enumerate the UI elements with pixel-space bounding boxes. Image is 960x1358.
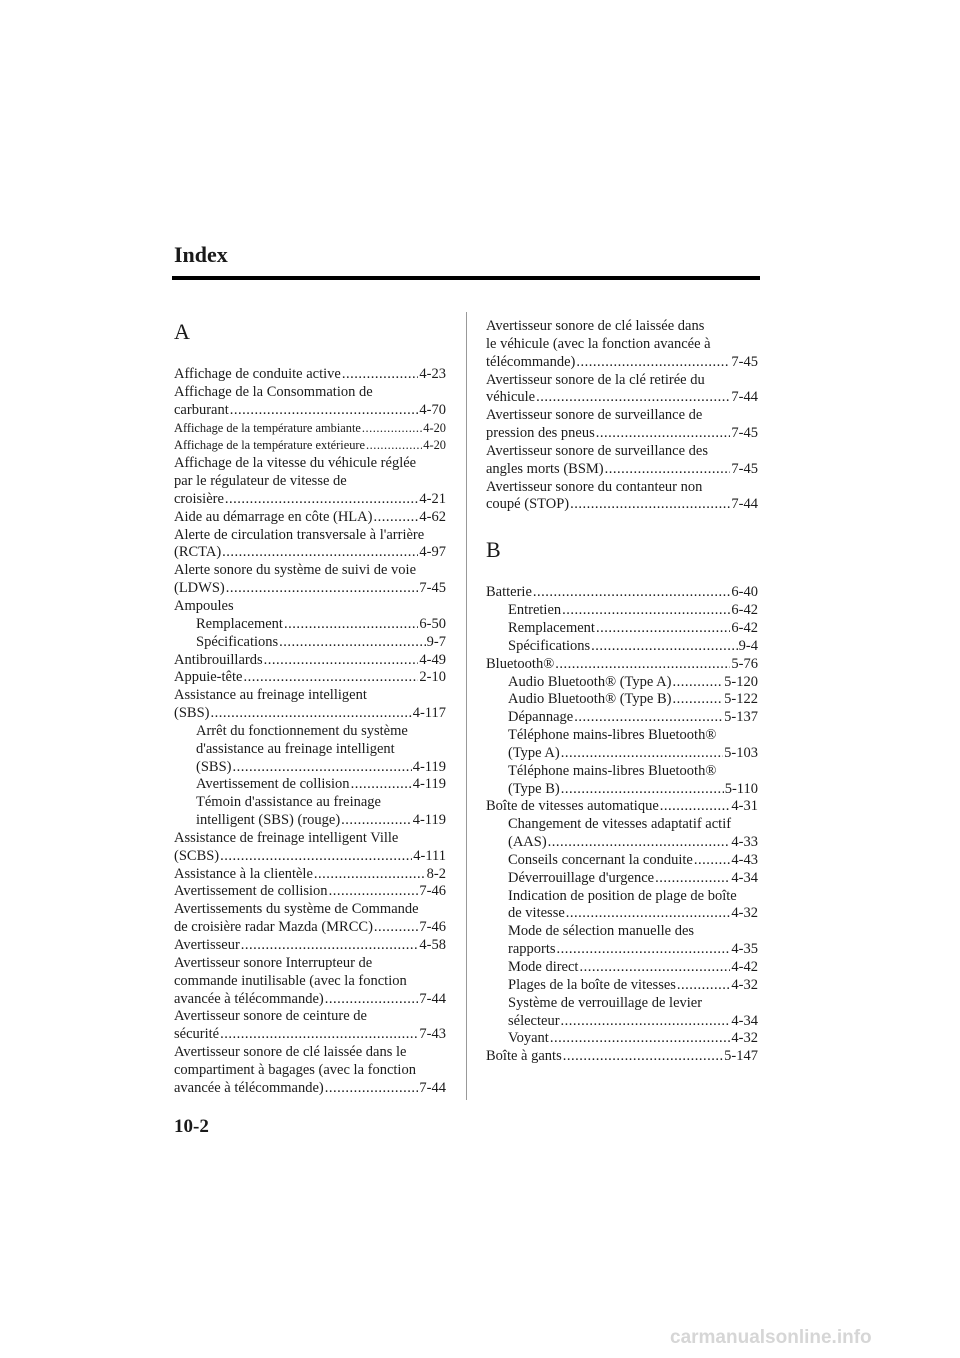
dot-leader	[549, 1030, 731, 1048]
index-subentry	[174, 634, 446, 652]
dot-leader	[221, 544, 418, 562]
index-term: de croisière radar Mazda (MRCC)	[174, 919, 373, 936]
section-letter-b: B	[486, 537, 501, 563]
page-reference: 7-44	[419, 1079, 446, 1096]
index-entry	[174, 883, 446, 901]
index-entry-line	[508, 638, 758, 656]
dot-leader	[328, 883, 419, 901]
page-reference: 4-117	[412, 705, 446, 722]
dot-leader	[535, 389, 730, 407]
dot-leader	[278, 634, 426, 652]
index-term: Plages de la boîte de vitesses	[508, 976, 676, 993]
index-term: Audio Bluetooth® (Type B)	[508, 691, 672, 708]
index-subentry	[174, 794, 446, 830]
index-term: Assistance au freinage intelligent	[174, 687, 367, 704]
page-reference: 4-58	[419, 937, 446, 953]
index-entry	[486, 656, 758, 674]
index-term: Avertisseur sonore de clé laissée dans le	[174, 1044, 407, 1061]
page-reference: 4-42	[731, 959, 758, 975]
index-entry-line	[508, 905, 758, 923]
index-entry	[174, 1008, 446, 1044]
page-reference: 4-35	[731, 941, 758, 958]
index-subentry	[486, 870, 758, 888]
index-subentry	[486, 763, 758, 799]
index-term: compartiment à bagages (avec la fonction	[174, 1061, 416, 1078]
page-number: 10-2	[174, 1116, 209, 1137]
index-term: Affichage de la vitesse du véhicule réglée	[174, 455, 417, 472]
index-term: télécommande)	[486, 353, 576, 370]
dot-leader	[340, 812, 412, 830]
index-entry	[174, 937, 446, 955]
index-subentry	[486, 691, 758, 709]
index-term: Affichage de la température ambiante	[174, 420, 361, 435]
index-term: Déverrouillage d'urgence	[508, 869, 655, 886]
index-term: Alerte sonore du système de suivi de voie	[174, 562, 417, 579]
dot-leader	[671, 691, 723, 709]
index-subentry	[174, 616, 446, 634]
page-reference: 7-45	[731, 425, 758, 442]
page-reference: 6-42	[731, 602, 758, 619]
index-term: Avertisseur sonore de la clé retirée du	[486, 371, 705, 388]
dot-leader	[350, 776, 412, 794]
index-subentry	[486, 709, 758, 727]
dot-leader	[373, 919, 419, 937]
index-term: Mode de sélection manuelle des	[508, 923, 695, 940]
index-term: Remplacement	[196, 615, 283, 632]
index-entry-line	[174, 669, 446, 687]
index-list-a-continued	[486, 318, 758, 514]
index-term: Arrêt du fonctionnement du système	[196, 722, 408, 739]
index-term: sélecteur	[508, 1012, 560, 1029]
page-reference: 4-62	[419, 508, 446, 525]
index-entry-line	[196, 759, 446, 777]
index-term: Entretien	[508, 602, 562, 619]
index-entry-line	[174, 366, 446, 384]
index-entry	[174, 366, 446, 384]
index-term: Batterie	[486, 584, 532, 601]
index-term: (RCTA)	[174, 544, 222, 561]
index-term: carburant	[174, 401, 229, 418]
index-term: Alerte de circulation transversale à l'arrière	[174, 526, 425, 543]
page-reference: 4-34	[731, 869, 758, 886]
page-reference: 4-70	[419, 401, 446, 418]
index-term: angles morts (BSM)	[486, 460, 604, 477]
dot-leader	[560, 745, 723, 763]
index-entry-line	[508, 602, 758, 620]
page-reference: 5-147	[724, 1048, 758, 1065]
dot-leader	[229, 402, 419, 420]
dot-leader	[560, 781, 724, 799]
page-reference: 5-110	[724, 780, 758, 797]
index-term: de vitesse	[508, 905, 565, 922]
dot-leader	[654, 870, 730, 888]
page-reference: 5-137	[724, 709, 758, 726]
watermark: carmanualsonline.info	[670, 1327, 872, 1348]
dot-leader	[341, 366, 419, 384]
index-subentry	[486, 888, 758, 924]
page-reference: 7-44	[419, 990, 446, 1007]
index-entry-line	[174, 866, 446, 884]
index-term: Affichage de conduite active	[174, 366, 341, 382]
page-reference: 7-44	[731, 389, 758, 406]
dot-leader	[324, 991, 419, 1009]
page-reference: 8-2	[426, 865, 446, 882]
index-term: le véhicule (avec la fonction avancée à	[486, 335, 711, 352]
page-reference: 4-119	[412, 758, 446, 775]
header-rule	[172, 276, 760, 280]
index-entry-line	[174, 544, 446, 562]
index-term: Avertissements du système de Commande	[174, 901, 419, 918]
index-subentry	[486, 959, 758, 977]
dot-leader	[595, 620, 730, 638]
dot-leader	[324, 1080, 419, 1098]
index-entry-line	[174, 420, 446, 438]
index-entry-line	[174, 437, 446, 455]
index-entry-line	[508, 941, 758, 959]
dot-leader	[560, 1013, 731, 1031]
index-entry-line	[196, 634, 446, 652]
index-term: Changement de vitesses adaptatif actif	[508, 816, 732, 833]
index-entry-line	[174, 1080, 446, 1098]
index-term: avancée à télécommande)	[174, 990, 324, 1007]
index-term: Témoin d'assistance au freinage	[196, 794, 381, 811]
index-subentry	[486, 923, 758, 959]
page-reference: 5-120	[724, 673, 758, 690]
page-reference: 4-97	[419, 544, 446, 561]
page-reference: 4-21	[419, 490, 446, 507]
index-term: Antibrouillards	[174, 651, 263, 668]
index-entry-line	[486, 1048, 758, 1066]
index-subentry	[486, 602, 758, 620]
page-reference: 4-119	[412, 776, 446, 793]
index-column-left	[174, 312, 446, 1098]
page-reference: 4-33	[731, 834, 758, 851]
index-entry	[486, 318, 758, 372]
index-subentry	[174, 723, 446, 777]
page-reference: 6-42	[731, 619, 758, 636]
page-reference: 4-31	[731, 798, 758, 815]
index-subentry	[486, 977, 758, 995]
index-term: Spécifications	[196, 633, 279, 650]
index-entry-line	[174, 937, 446, 955]
index-entry	[174, 437, 446, 455]
dot-leader	[313, 866, 426, 884]
page-reference: 7-46	[419, 883, 446, 900]
index-term: (SBS)	[174, 705, 210, 722]
index-term: Téléphone mains-libres Bluetooth®	[508, 727, 717, 744]
index-entry-line	[508, 745, 758, 763]
page-reference: 4-20	[423, 420, 446, 435]
index-subentry	[174, 776, 446, 794]
index-entry-line	[486, 496, 758, 514]
page-reference: 7-43	[419, 1026, 446, 1043]
page-reference: 5-76	[731, 655, 758, 672]
index-term: Avertisseur sonore Interrupteur de	[174, 954, 373, 971]
index-term: Bluetooth®	[486, 655, 555, 672]
index-entry-line	[174, 919, 446, 937]
index-entry	[486, 407, 758, 443]
dot-leader	[219, 1026, 418, 1044]
page-reference: 7-46	[419, 919, 446, 936]
page-reference: 7-45	[731, 460, 758, 477]
index-term: Avertisseur sonore de clé laissée dans	[486, 318, 705, 334]
index-term: avancée à télécommande)	[174, 1079, 324, 1096]
index-term: véhicule	[486, 389, 536, 406]
index-entry-line	[174, 402, 446, 420]
index-entry-line	[486, 584, 758, 602]
index-entry	[174, 455, 446, 509]
index-entry	[174, 687, 446, 723]
index-entry-line	[486, 461, 758, 479]
index-term: Ampoules	[174, 597, 234, 614]
index-entry	[486, 372, 758, 408]
index-term: (SBS)	[196, 758, 232, 775]
page-reference: 9-4	[738, 637, 758, 654]
index-entry-line	[508, 959, 758, 977]
page-reference: 5-103	[724, 744, 758, 761]
index-entry	[486, 443, 758, 479]
index-subentry	[486, 638, 758, 656]
index-term: Avertisseur sonore de surveillance de	[486, 407, 703, 424]
dot-leader	[671, 674, 723, 692]
dot-leader	[225, 580, 419, 598]
index-subentry	[486, 852, 758, 870]
index-subentry	[486, 727, 758, 763]
index-term: Avertissement de collision	[196, 776, 350, 793]
page-reference: 4-43	[731, 851, 758, 868]
dot-leader	[372, 509, 418, 527]
page-reference: 4-49	[419, 651, 446, 668]
index-term: Spécifications	[508, 637, 591, 654]
dot-leader	[283, 616, 418, 634]
column-divider	[466, 312, 467, 1100]
index-list-b	[486, 584, 758, 1066]
index-entry	[174, 830, 446, 866]
index-term: pression des pneus	[486, 425, 595, 442]
dot-leader	[573, 709, 723, 727]
index-entry-line	[174, 652, 446, 670]
index-entry-line	[174, 848, 446, 866]
index-entry-line	[508, 674, 758, 692]
index-entry-line	[508, 1013, 758, 1031]
index-entry-line	[196, 812, 446, 830]
index-term: Audio Bluetooth® (Type A)	[508, 673, 672, 690]
dot-leader	[209, 705, 411, 723]
index-entry-line	[174, 1026, 446, 1044]
dot-leader	[590, 638, 738, 656]
index-term: Système de verrouillage de levier	[508, 994, 703, 1011]
index-entry-line	[508, 852, 758, 870]
index-entry-line	[508, 834, 758, 852]
dot-leader	[263, 652, 419, 670]
index-term: commande inutilisable (avec la fonction	[174, 972, 407, 989]
index-entry	[486, 798, 758, 816]
index-entry-line	[508, 870, 758, 888]
index-term: Avertissement de collision	[174, 883, 328, 900]
index-entry-line	[174, 491, 446, 509]
index-entry-line	[508, 691, 758, 709]
index-term: Avertisseur sonore de surveillance des	[486, 442, 708, 459]
index-term: Affichage de la température extérieure	[174, 438, 366, 453]
index-term: (SCBS)	[174, 847, 220, 864]
dot-leader	[554, 656, 730, 674]
dot-leader	[547, 834, 731, 852]
page-reference: 2-10	[419, 669, 446, 686]
index-subentry	[486, 1030, 758, 1048]
page-reference: 4-32	[731, 1030, 758, 1047]
index-term: (LDWS)	[174, 580, 225, 597]
dot-leader	[595, 425, 731, 443]
dot-leader	[219, 848, 412, 866]
index-term: Avertisseur	[174, 937, 240, 953]
index-term: Boîte de vitesses automatique	[486, 798, 659, 815]
index-entry-line	[196, 776, 446, 794]
index-entry	[174, 1044, 446, 1098]
page-reference: 4-20	[423, 438, 446, 453]
dot-leader	[578, 959, 730, 977]
index-term: Indication de position de plage de boîte	[508, 887, 737, 904]
page-reference: 5-122	[724, 691, 758, 708]
dot-leader	[532, 584, 731, 602]
index-subentry	[486, 674, 758, 692]
index-term: Affichage de la Consommation de	[174, 383, 373, 400]
index-entry	[174, 866, 446, 884]
index-entry-line	[508, 620, 758, 638]
index-term: rapports	[508, 941, 556, 958]
index-entry-line	[174, 580, 446, 598]
dot-leader	[361, 420, 422, 438]
index-term: (Type A)	[508, 744, 560, 761]
index-entry-line	[486, 354, 758, 372]
index-entry-line	[486, 798, 758, 816]
index-entry-line	[174, 705, 446, 723]
dot-leader	[561, 602, 730, 620]
index-entry	[174, 955, 446, 1009]
index-term: intelligent (SBS) (rouge)	[196, 812, 341, 829]
page-reference: 4-23	[419, 366, 446, 382]
index-term: Avertisseur sonore du contanteur non	[486, 478, 703, 495]
dot-leader	[569, 496, 730, 514]
index-term: Téléphone mains-libres Bluetooth®	[508, 762, 717, 779]
index-subentry	[486, 816, 758, 852]
page-reference: 4-32	[731, 905, 758, 922]
page-reference: 7-44	[731, 496, 758, 513]
index-term: Assistance à la clientèle	[174, 865, 313, 882]
index-entry	[486, 1048, 758, 1066]
index-entry	[174, 562, 446, 598]
index-entry	[174, 652, 446, 670]
page-reference: 4-32	[731, 976, 758, 993]
index-entry-line	[508, 977, 758, 995]
index-subentry	[486, 620, 758, 638]
index-term: Dépannage	[508, 709, 574, 726]
index-entry-line	[486, 389, 758, 407]
index-entry-line	[508, 1030, 758, 1048]
index-term: (AAS)	[508, 834, 547, 851]
dot-leader	[676, 977, 730, 995]
index-entry-line	[174, 509, 446, 527]
index-term: Avertisseur sonore de ceinture de	[174, 1008, 367, 1025]
index-term: d'assistance au freinage intelligent	[196, 740, 395, 757]
dot-leader	[604, 461, 731, 479]
index-entry-line	[508, 709, 758, 727]
index-entry-line	[486, 656, 758, 674]
dot-leader	[693, 852, 731, 870]
index-entry-line	[196, 616, 446, 634]
index-entry	[174, 669, 446, 687]
page-reference: 9-7	[426, 633, 446, 650]
index-term: Conseils concernant la conduite	[508, 851, 693, 868]
index-entry-line	[486, 425, 758, 443]
index-list-a	[174, 366, 446, 1098]
index-subentry	[486, 995, 758, 1031]
index-entry-line	[508, 781, 758, 799]
page-reference: 7-45	[731, 353, 758, 370]
page-reference: 4-111	[413, 847, 446, 864]
index-entry	[174, 901, 446, 937]
index-term: sécurité	[174, 1026, 220, 1043]
index-entry	[174, 527, 446, 563]
page-reference: 6-50	[419, 615, 446, 632]
index-term: Remplacement	[508, 619, 595, 636]
index-entry	[174, 420, 446, 438]
index-term: Voyant	[508, 1030, 549, 1047]
section-letter-a: A	[174, 319, 190, 344]
page-reference: 7-45	[419, 580, 446, 597]
index-term: Aide au démarrage en côte (HLA)	[174, 508, 373, 525]
index-term: Assistance de freinage intelligent Ville	[174, 829, 399, 846]
dot-leader	[562, 1048, 723, 1066]
index-term: Mode direct	[508, 959, 579, 975]
index-term: croisière	[174, 490, 224, 507]
index-term: Boîte à gants	[486, 1048, 562, 1065]
page-title: Index	[174, 242, 228, 267]
index-entry	[174, 384, 446, 420]
dot-leader	[659, 798, 731, 816]
index-column-right	[486, 318, 758, 1066]
index-entry	[174, 598, 446, 616]
dot-leader	[242, 669, 418, 687]
dot-leader	[231, 759, 411, 777]
index-term: par le régulateur de vitesse de	[174, 473, 347, 490]
index-entry	[174, 509, 446, 527]
index-entry-line	[174, 883, 446, 901]
dot-leader	[224, 491, 418, 509]
index-term: coupé (STOP)	[486, 496, 570, 513]
index-term: Appuie-tête	[174, 669, 243, 686]
page-reference: 4-119	[412, 812, 446, 829]
index-entry-line	[174, 991, 446, 1009]
index-entry	[486, 479, 758, 515]
dot-leader	[240, 937, 419, 955]
dot-leader	[365, 437, 422, 455]
page-reference: 4-34	[731, 1012, 758, 1029]
dot-leader	[575, 354, 730, 372]
dot-leader	[565, 905, 731, 923]
index-term: (Type B)	[508, 780, 560, 797]
page-reference: 6-40	[731, 584, 758, 601]
dot-leader	[556, 941, 731, 959]
index-entry	[486, 584, 758, 602]
